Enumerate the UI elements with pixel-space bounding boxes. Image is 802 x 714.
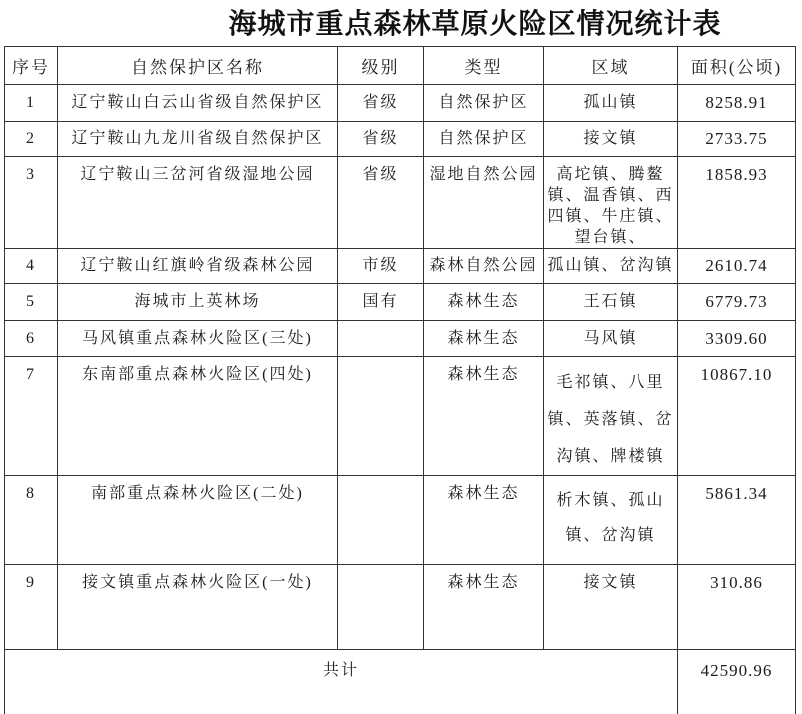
cell-name: 辽宁鞍山九龙川省级自然保护区 <box>58 122 338 157</box>
col-header-serial: 序号 <box>5 47 58 85</box>
cell-name: 辽宁鞍山红旗岭省级森林公园 <box>58 249 338 284</box>
table-row <box>5 85 796 122</box>
cell-area: 5861.34 <box>678 476 796 565</box>
cell-name: 接文镇重点森林火险区(一处) <box>58 565 338 650</box>
cell-serial: 5 <box>5 284 58 321</box>
table-row <box>5 284 796 321</box>
cell-level <box>338 565 424 650</box>
cell-type: 森林生态 <box>424 565 544 650</box>
total-label: 共计 <box>5 650 678 714</box>
col-header-area: 面积(公顷) <box>678 47 796 85</box>
cell-area: 3309.60 <box>678 321 796 357</box>
document-title: 海城市重点森林草原火险区情况统计表 <box>228 8 722 39</box>
col-header-region: 区域 <box>544 47 678 85</box>
cell-level <box>338 357 424 476</box>
cell-type: 森林自然公园 <box>424 249 544 284</box>
cell-region: 马风镇 <box>544 321 678 357</box>
cell-region: 高坨镇、腾鳌镇、温香镇、西四镇、牛庄镇、望台镇、 <box>544 157 678 249</box>
cell-region: 王石镇 <box>544 284 678 321</box>
cell-level: 省级 <box>338 85 424 122</box>
cell-serial: 1 <box>5 85 58 122</box>
cell-area: 6779.73 <box>678 284 796 321</box>
cell-serial: 3 <box>5 157 58 249</box>
cell-level: 市级 <box>338 249 424 284</box>
table-row <box>5 476 796 565</box>
cell-region: 接文镇 <box>544 122 678 157</box>
cell-type: 自然保护区 <box>424 122 544 157</box>
table-row <box>5 122 796 157</box>
cell-region: 毛祁镇、八里镇、英落镇、岔沟镇、牌楼镇 <box>544 357 678 476</box>
cell-serial: 6 <box>5 321 58 357</box>
total-area: 42590.96 <box>678 650 796 714</box>
cell-area: 2610.74 <box>678 249 796 284</box>
col-header-type: 类型 <box>424 47 544 85</box>
table-row <box>5 157 796 249</box>
col-header-level: 级别 <box>338 47 424 85</box>
cell-area: 8258.91 <box>678 85 796 122</box>
cell-level: 省级 <box>338 122 424 157</box>
cell-name: 辽宁鞍山白云山省级自然保护区 <box>58 85 338 122</box>
cell-region: 接文镇 <box>544 565 678 650</box>
cell-serial: 2 <box>5 122 58 157</box>
cell-name: 东南部重点森林火险区(四处) <box>58 357 338 476</box>
table-row <box>5 249 796 284</box>
cell-level <box>338 476 424 565</box>
cell-name: 辽宁鞍山三岔河省级湿地公园 <box>58 157 338 249</box>
cell-type: 森林生态 <box>424 476 544 565</box>
cell-region: 孤山镇、岔沟镇 <box>544 249 678 284</box>
cell-region: 析木镇、孤山镇、岔沟镇 <box>544 476 678 565</box>
cell-serial: 7 <box>5 357 58 476</box>
cell-serial: 8 <box>5 476 58 565</box>
cell-serial: 4 <box>5 249 58 284</box>
cell-type: 湿地自然公园 <box>424 157 544 249</box>
cell-type: 森林生态 <box>424 357 544 476</box>
fire-danger-zone-table <box>4 46 796 714</box>
cell-area: 10867.10 <box>678 357 796 476</box>
cell-area: 2733.75 <box>678 122 796 157</box>
total-row <box>5 650 796 714</box>
cell-level: 省级 <box>338 157 424 249</box>
table-header-row <box>5 47 796 85</box>
cell-name: 海城市上英林场 <box>58 284 338 321</box>
table-row <box>5 357 796 476</box>
cell-name: 南部重点森林火险区(二处) <box>58 476 338 565</box>
col-header-name: 自然保护区名称 <box>58 47 338 85</box>
cell-area: 1858.93 <box>678 157 796 249</box>
cell-region: 孤山镇 <box>544 85 678 122</box>
cell-name: 马风镇重点森林火险区(三处) <box>58 321 338 357</box>
cell-level <box>338 321 424 357</box>
cell-type: 森林生态 <box>424 284 544 321</box>
cell-serial: 9 <box>5 565 58 650</box>
cell-type: 自然保护区 <box>424 85 544 122</box>
cell-level: 国有 <box>338 284 424 321</box>
cell-area: 310.86 <box>678 565 796 650</box>
table-row <box>5 565 796 650</box>
cell-type: 森林生态 <box>424 321 544 357</box>
table-row <box>5 321 796 357</box>
